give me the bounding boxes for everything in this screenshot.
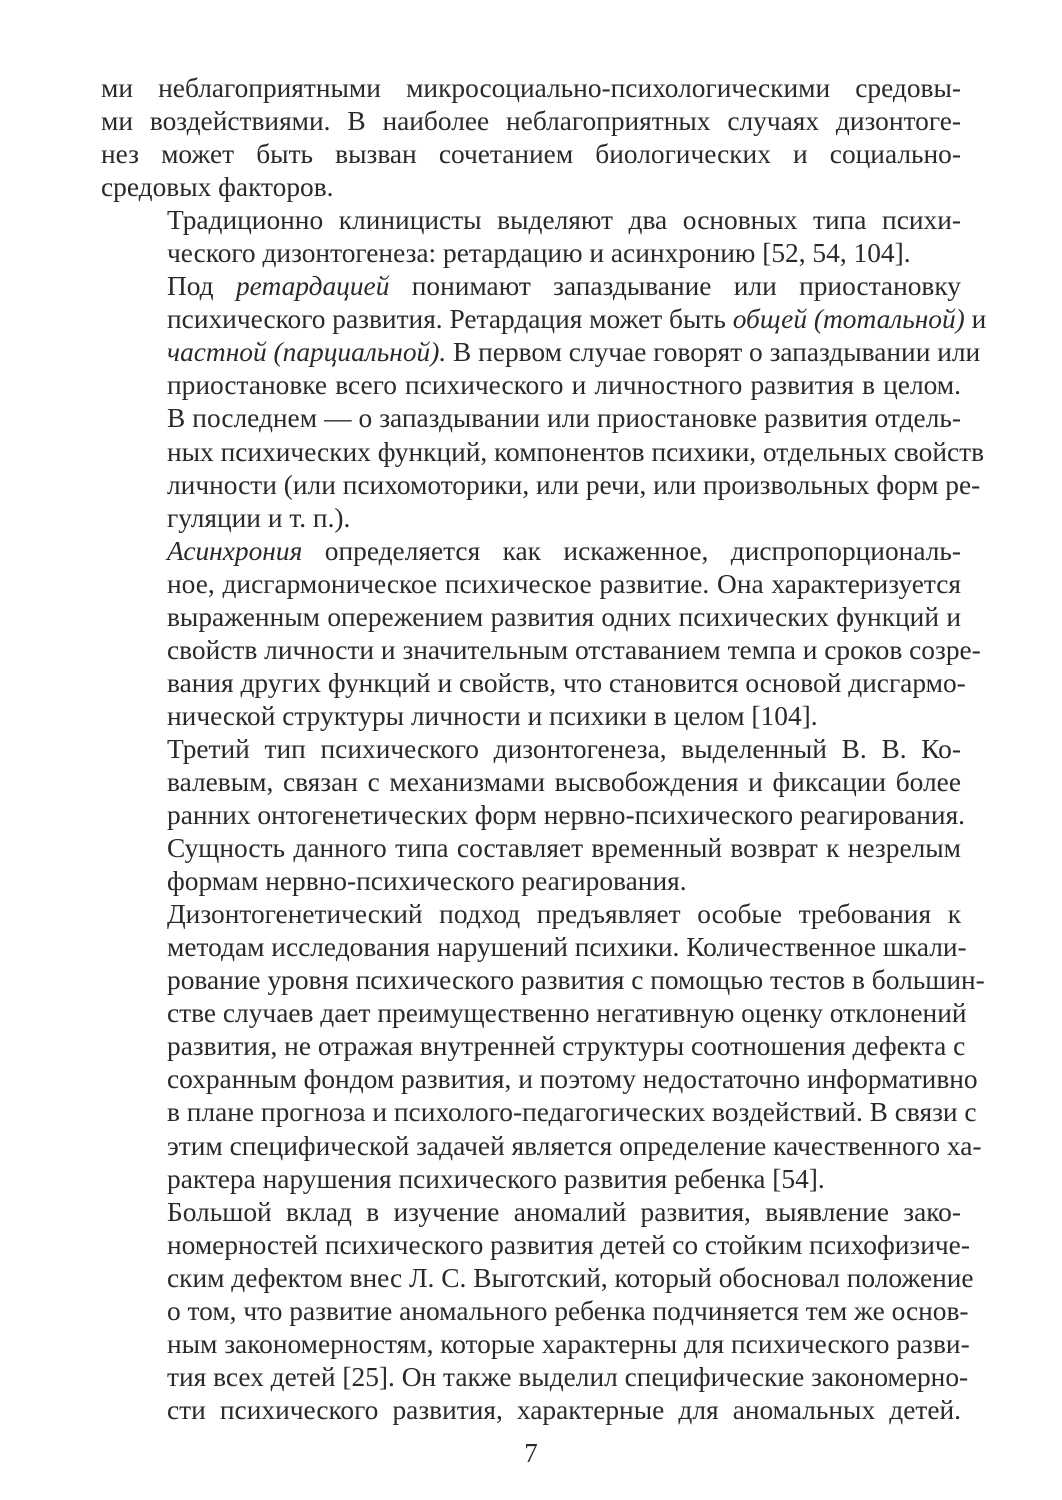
text-run: нез может быть вызван сочетанием биологических и социально-	[101, 139, 961, 170]
text-run: рактера нарушения психического развития ребенка [54].	[167, 1163, 825, 1194]
paragraph	[101, 204, 961, 270]
text-line	[101, 469, 981, 502]
text-run: Под	[167, 271, 236, 302]
text-line	[101, 138, 961, 171]
text-run: определяется как искаженное, диспропорциональ-	[302, 535, 961, 566]
text-run: методам исследования нарушений психики. Количественное шкали-	[167, 932, 967, 963]
italic-term: ретардацией	[235, 271, 390, 302]
text-run: выраженным опережением развития одних психических функций и	[167, 601, 961, 632]
text-line	[101, 270, 961, 303]
text-line	[101, 1295, 969, 1328]
paragraph	[101, 270, 987, 534]
text-run: рование уровня психического развития с помощью тестов в большин-	[167, 965, 985, 996]
text-line	[101, 502, 961, 535]
text-run: о том, что развитие аномального ребенка подчиняется тем же основ-	[167, 1295, 969, 1326]
text-run: ное, дисгармоническое психическое развитие. Она характеризуется	[167, 568, 961, 599]
text-line	[101, 1130, 982, 1163]
text-line	[101, 964, 985, 997]
text-run: ным закономерностям, которые характерны для психического разви-	[167, 1328, 970, 1359]
text-run: ми воздействиями. В наиболее неблагоприятных случаях дизонтоге-	[101, 106, 961, 137]
text-run: личности (или психомоторики, или речи, или произвольных форм ре-	[167, 469, 981, 500]
text-line	[101, 931, 967, 964]
text-run: ных психических функций, компонентов психики, отдельных свойств	[167, 436, 985, 467]
text-line	[101, 402, 961, 435]
paragraph	[101, 535, 981, 733]
text-run: нической структуры личности и психики в целом [104].	[167, 700, 818, 731]
paragraph	[101, 72, 961, 204]
text-run: развития, не отражая внутренней структуры соотношения дефекта с	[167, 1031, 966, 1062]
text-line	[101, 700, 961, 733]
text-run: стве случаев дает преимущественно негативную оценку отклонений	[167, 998, 967, 1029]
text-run: В первом случае говорят о запаздывании или	[446, 337, 981, 368]
text-line	[101, 1394, 961, 1427]
text-run: Третий тип психического дизонтогенеза, выделенный В. В. Ко-	[167, 733, 961, 764]
text-run: тия всех детей [25]. Он также выделил специфические закономерно-	[167, 1361, 969, 1392]
text-run: Сущность данного типа составляет временный возврат к незрелым	[167, 833, 961, 864]
text-run: валевым, связан с механизмами высвобождения и фиксации более	[167, 766, 961, 797]
text-line	[101, 1063, 978, 1096]
text-line	[101, 1030, 966, 1063]
text-line	[101, 601, 961, 634]
text-line	[101, 1196, 961, 1229]
text-line	[101, 898, 961, 931]
text-line	[101, 72, 961, 105]
text-run: Большой вклад в изучение аномалий развития, выявление зако-	[167, 1196, 961, 1227]
text-line	[101, 766, 961, 799]
text-run: формам нервно-психического реагирования.	[167, 866, 687, 897]
text-line	[101, 667, 966, 700]
text-run: свойств личности и значительным отставанием темпа и сроков созре-	[167, 634, 981, 665]
italic-term: частной (парциальной).	[167, 337, 447, 368]
text-line	[101, 832, 961, 865]
paragraph	[101, 898, 985, 1195]
text-line	[101, 303, 987, 336]
paragraph	[101, 1196, 974, 1427]
text-line	[101, 1163, 961, 1196]
text-line	[101, 336, 981, 369]
text-run: ским дефектом внес Л. С. Выготский, который обосновал положение	[167, 1262, 974, 1293]
text-run: Традиционно клиницисты выделяют два основных типа психи-	[167, 205, 961, 236]
text-line	[101, 1328, 970, 1361]
text-line	[101, 171, 961, 204]
text-line	[101, 865, 961, 898]
text-run: средовых факторов.	[101, 172, 334, 203]
text-line	[101, 733, 961, 766]
text-run: и	[964, 304, 987, 335]
text-run: понимают запаздывание или приостановку	[389, 271, 961, 302]
paragraph	[101, 733, 966, 898]
text-run: психического развития. Ретардация может быть	[167, 304, 733, 335]
text-line	[101, 436, 985, 469]
text-run: приостановке всего психического и личностного развития в целом.	[167, 370, 961, 401]
text-run: номерностей психического развития детей со стойким психофизиче-	[167, 1229, 970, 1260]
text-run: сохранным фондом развития, и поэтому недостаточно информативно	[167, 1064, 978, 1095]
text-line	[101, 799, 966, 832]
text-line	[101, 369, 961, 402]
text-line	[101, 1229, 970, 1262]
text-line	[101, 1262, 974, 1295]
text-run: вания других функций и свойств, что становится основой дисгармо-	[167, 667, 966, 698]
text-run: ческого дизонтогенеза: ретардацию и асинхронию [52, 54, 104].	[167, 238, 911, 269]
text-run: ранних онтогенетических форм нервно-психического реагирования.	[167, 800, 966, 831]
text-line	[101, 204, 961, 237]
text-run: этим специфической задачей является определение качественного ха-	[167, 1130, 982, 1161]
text-run: Дизонтогенетический подход предъявляет особые требования к	[167, 899, 961, 930]
text-line	[101, 1096, 977, 1129]
text-run: ми неблагоприятными микросоциально-психологическими средовы-	[101, 73, 961, 103]
text-line	[101, 634, 981, 667]
text-run: сти психического развития, характерные для аномальных детей.	[167, 1394, 961, 1425]
text-run: гуляции и т. п.).	[167, 502, 351, 533]
body-text	[101, 72, 987, 1427]
text-line	[101, 1361, 969, 1394]
italic-term: общей (тотальной)	[732, 304, 965, 335]
text-line	[101, 105, 961, 138]
text-line	[101, 568, 961, 601]
text-run: в плане прогноза и психолого-педагогических воздействий. В связи с	[167, 1097, 977, 1128]
text-line	[101, 535, 961, 568]
text-run: В последнем — о запаздывании или приостановке развития отдель-	[167, 403, 961, 434]
text-line	[101, 237, 961, 270]
text-line	[101, 997, 967, 1030]
page-number: 7	[524, 1438, 538, 1468]
italic-term: Асинхрония	[167, 535, 303, 566]
